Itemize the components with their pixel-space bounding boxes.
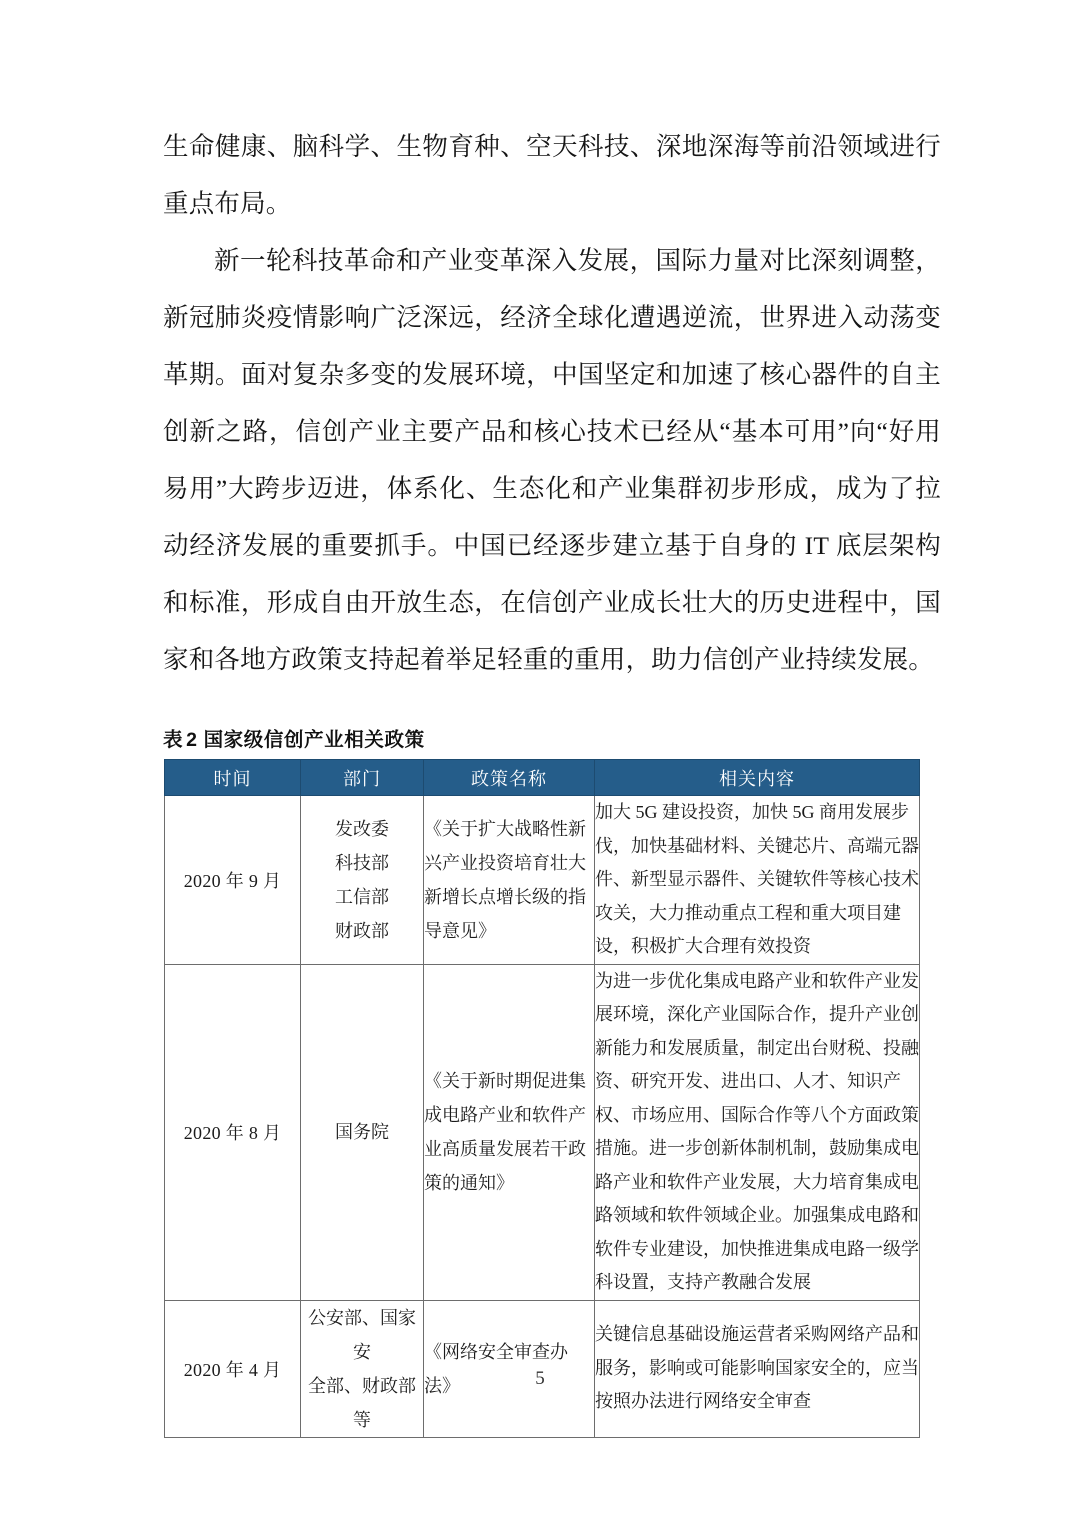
page-number: 5	[535, 1368, 545, 1389]
cell-time: 2020 年 9 月	[165, 796, 301, 965]
cell-time: 2020 年 4 月	[165, 1300, 301, 1437]
cell-policy-name: 《网络安全审查办法》	[424, 1300, 595, 1437]
department-line: 财政部	[335, 920, 389, 941]
department-line: 国务院	[335, 1122, 389, 1142]
table-caption	[163, 724, 940, 752]
cell-time: 2020 年 8 月	[165, 964, 301, 1300]
cell-department	[301, 796, 424, 965]
cell-policy-name: 《关于新时期促进集成电路产业和软件产业高质量发展若干政策的通知》	[424, 964, 595, 1300]
table-header-row	[165, 760, 920, 796]
table-body	[165, 796, 920, 1438]
cell-content: 为进一步优化集成电路产业和软件产业发展环境，深化产业国际合作，提升产业创新能力和发展质量，制定出台财税、投融资、研究开发、进出口、人才、知识产权、市场应用、国际合作等八个方面政策措施。进一步创新体制机制，鼓励集成电路产业和软件产业发展，大力培育集成电路领域和软件领域企业。加强集成电路和软件专业建设，加快推进集成电路一级学科设置，支持产教融合发展	[595, 964, 920, 1300]
department-line: 发改委	[335, 818, 389, 839]
department-line: 工信部	[335, 886, 389, 907]
cell-content: 加大 5G 建设投资，加快 5G 商用发展步伐，加快基础材料、关键芯片、高端元器件、新型显示器件、关键软件等核心技术攻关，大力推动重点工程和重大项目建设，积极扩大合理有效投资	[595, 796, 920, 965]
paragraph-2: 新一轮科技革命和产业变革深入发展，国际力量对比深刻调整，新冠肺炎疫情影响广泛深远，经济全球化遭遇逆流，世界进入动荡变革期。面对复杂多变的发展环境，中国坚定和加速了核心器件的自主创新之路，信创产业主要产品和核心技术已经从“基本可用”向“好用易用”大跨步迈进，体系化、生态化和产业集群初步形成，成为了拉动经济发展的重要抓手。中国已经逐步建立基于自身的 IT 底层架构和标准，形成自由开放生态，在信创产业成长壮大的历史进程中，国家和各地方政策支持起着举足轻重的重用，助力信创产业持续发展。	[163, 246, 941, 674]
table-row	[165, 796, 920, 965]
table-caption-title: 国家级信创产业相关政策	[203, 729, 425, 751]
table-caption-label: 表	[163, 729, 184, 751]
cell-policy-name: 《关于扩大战略性新兴产业投资培育壮大新增长点增长级的指导意见》	[424, 796, 595, 965]
paragraph-1: 生命健康、脑科学、生物育种、空天科技、深地深海等前沿领域进行重点布局。	[163, 132, 941, 218]
department-line: 公安部、国家安	[308, 1307, 416, 1362]
department-line: 全部、财政部等	[308, 1375, 416, 1430]
column-header-policy-name: 政策名称	[424, 760, 595, 796]
table-row	[165, 964, 920, 1300]
column-header-department: 部门	[301, 760, 424, 796]
cell-department	[301, 964, 424, 1300]
table-caption-number: 2	[186, 729, 198, 751]
column-header-content: 相关内容	[595, 760, 920, 796]
cell-content: 关键信息基础设施运营者采购网络产品和服务，影响或可能影响国家安全的，应当按照办法进行网络安全审查	[595, 1300, 920, 1437]
column-header-time: 时间	[165, 760, 301, 796]
department-line: 科技部	[335, 852, 389, 873]
policy-table	[164, 759, 920, 1438]
table-header	[165, 760, 920, 796]
